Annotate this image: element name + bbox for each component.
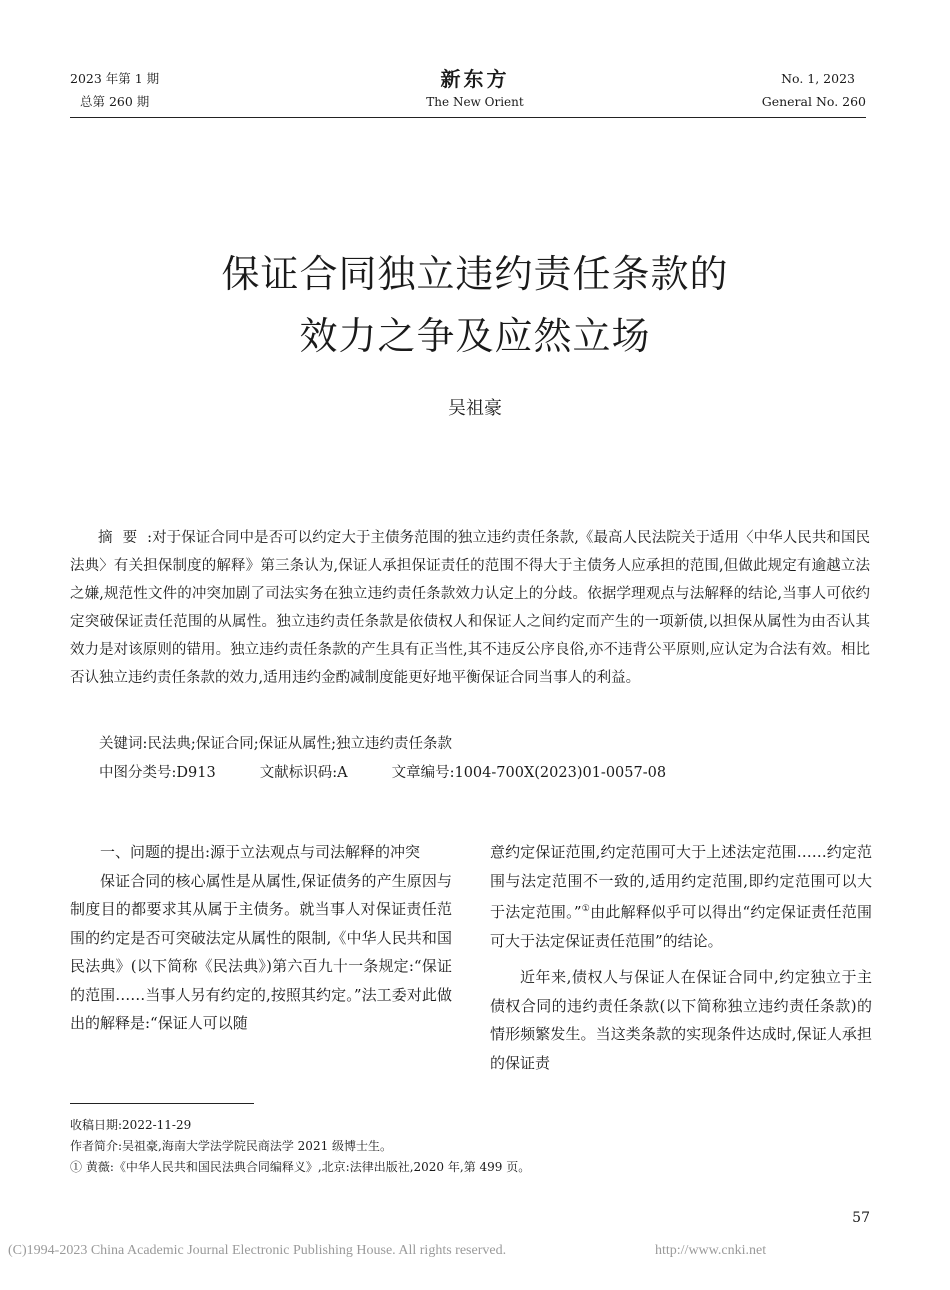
body-text: 由此解释似乎可以得出“约定保证责任范围可大于法定保证责任范围”的结论。 — [490, 903, 873, 950]
header-total-right: General No. 260 — [761, 94, 866, 109]
doc-code-label: 文献标识码: — [259, 765, 338, 781]
body-text: 意约定保证范围,约定范围可大于上述法定范围……约定范围与法定范围不一致的,适用约定范围,即约定范围可以大于法定范围。” — [490, 843, 872, 921]
classification-line — [99, 759, 666, 787]
keywords-text: 民法典;保证合同;保证从属性;独立违约责任条款 — [147, 736, 453, 752]
journal-name-en: The New Orient — [426, 95, 524, 109]
header-rule — [70, 117, 866, 118]
body-paragraph: 近年来,债权人与保证人在保证合同中,约定独立于主债权合同的违约责任条款(以下简称独立违约责任条款)的情形频繁发生。当这类条款的实现条件达成时,保证人承担的保证责 — [490, 968, 872, 1072]
keywords — [99, 730, 452, 758]
clc-label: 中图分类号: — [99, 765, 177, 781]
footnote-author-bio: 作者简介:吴祖豪,海南大学法学院民商法学 2021 级博士生。 — [70, 1139, 393, 1153]
journal-logo: 新东方 — [440, 67, 510, 91]
body-right-column — [490, 838, 872, 1077]
header-issue-left: 2023 年第 1 期 — [70, 71, 160, 86]
article-title-line2: 效力之争及应然立场 — [299, 314, 651, 358]
article-title-line1: 保证合同独立违约责任条款的 — [221, 252, 729, 296]
body-left-column — [70, 838, 452, 1038]
body-paragraph: 保证合同的核心属性是从属性,保证债务的产生原因与制度目的都要求其从属于主债务。就当事人对保证责任范围的约定是否可突破法定从属性的限制,《中华人民共和国民法典》(以下简称《民法典》)第六百九十一条规定:“保证的范围……当事人另有约定的,按照其约定。”法工委对此做出的解释是:“保证人可以随 — [70, 871, 452, 1032]
footnote-1: ① 黄薇:《中华人民共和国民法典合同编释义》,北京:法律出版社,2020 年,第 499 页。 — [70, 1160, 531, 1174]
abstract: 摘要:对于保证合同中是否可以约定大于主债务范围的独立违约责任条款,《最高人民法院关于适用〈中华人民共和国民法典〉有关担保制度的解释》第三条认为,保证人承担保证责任的范围不得大于主债务人应承担的范围,但做此规定有逾越立法之嫌,规范性文件的冲突加剧了司法实务在独立违约责任条款效力认定上的分歧。依据学理观点与法解释的结论,当事人可依约定突破保证责任范围的从属性。独立违约责任条款是依债权人和保证人之间约定而产生的一项新债,以担保从属性为由否认其效力是对该原则的错用。独立违约责任条款的产生具有正当性,其不违反公序良俗,亦不违背公平原则,应认定为合法有效。相比否认独立违约责任条款的效力,适用违约金酌减制度能更好地平衡保证合同当事人的利益。 — [70, 530, 870, 686]
clc-code: D913 — [176, 765, 216, 781]
article-no: 1004-700X(2023)01-0057-08 — [454, 765, 667, 781]
article-author: 吴祖豪 — [448, 398, 502, 419]
header-issue-right: No. 1, 2023 — [781, 71, 855, 86]
abstract-text: 对于保证合同中是否可以约定大于主债务范围的独立违约责任条款,《最高人民法院关于适用〈中华人民共和国民法典〉有关担保制度的解释》第三条认为,保证人承担保证责任的范围不得大于主债务人应承担的范围,但做此规定有逾越立法之嫌,规范性文件的冲突加剧了司法实务在独立违约责任条款效力认定上的分歧。依据学理观点与法解释的结论,当事人可依约定突破保证责任范围的从属性。独立违约责任条款是依债权人和保证人之间约定而产生的一项新债,以担保从属性为由否认其效力是对该原则的错用。独立违约责任条款的产生具有正当性,其不违反公序良俗,亦不违背公平原则,应认定为合法有效。相比否认独立违约责任条款的效力,适用违约金酌减制度能更好地平衡保证合同当事人的利益。 — [70, 530, 870, 686]
section-heading: 一、问题的提出:源于立法观点与司法解释的冲突 — [100, 843, 421, 861]
article-no-label: 文章编号: — [391, 765, 455, 781]
copyright-watermark: (C)1994-2023 China Academic Journal Electronic Publishing House. All rights reserved. — [8, 1243, 507, 1258]
footnote-received: 收稿日期:2022-11-29 — [70, 1118, 192, 1132]
header-total-left: 总第 260 期 — [80, 94, 150, 109]
footnote-rule — [70, 1103, 254, 1104]
keywords-label: 关键词: — [99, 736, 148, 752]
footnote-ref[interactable]: ① — [581, 904, 591, 914]
page-number: 57 — [852, 1210, 870, 1226]
doc-code: A — [337, 765, 348, 781]
watermark-url[interactable]: http://www.cnki.net — [655, 1243, 767, 1258]
body-paragraph — [490, 838, 872, 955]
abstract-label: 摘要 — [98, 530, 148, 546]
